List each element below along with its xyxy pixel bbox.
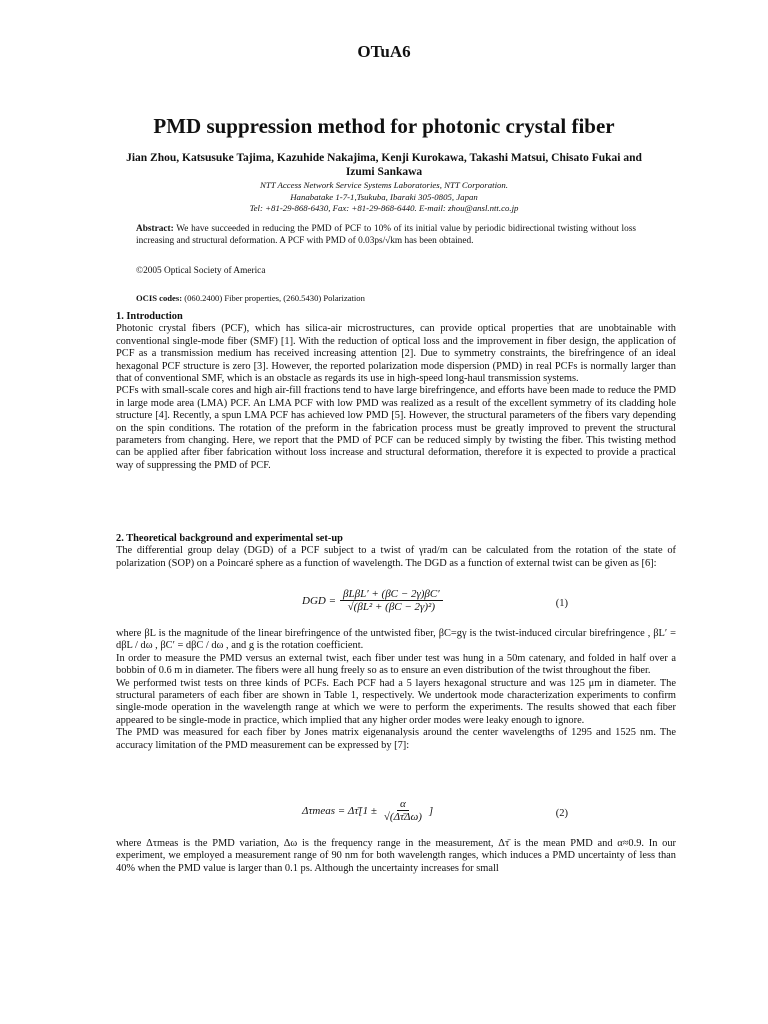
paper-code: OTuA6 — [357, 42, 411, 61]
paragraph: PCFs with small-scale cores and high air-fill fractions tend to have large birefringence, and efforts have been made to reduce the PMD in large mode area (LMA) PCF. An LMA PCF with low PMD was realized as a result of the excellent symmetry of its cladding hole structure [4]. Recently, a spun LMA PCF has achieved low PMD [5]. However, the structural parameters of the fibers vary depending on the spin conditions. The rotation of the preform in the fabrication process must be greatly improved to prevent the structural parameters from changing. Here, we report that the PMD of PCF can be reduced simply by twisting the fiber. This twisting method can be applied after fiber fabrication without loss increase and structural deformation, therefore it is expected to provide a practical way of suppressing the PMD of PCF. — [116, 385, 676, 471]
affiliation-line: Hanabatake 1-7-1,Tsukuba, Ibaraki 305-0805, Japan — [290, 191, 478, 202]
section-theory-final — [116, 838, 676, 875]
affiliation-line: Tel: +81-29-868-6430, Fax: +81-29-868-6440. E-mail: zhou@ansl.ntt.co.jp — [249, 203, 519, 213]
equation-fraction — [381, 798, 425, 823]
equation-number: (1) — [555, 598, 568, 609]
paragraph: The PMD was measured for each fiber by Jones matrix eigenanalysis around the center wavelengths of 1295 and 1525 nm. The accuracy limitation of the PMD measurement can be expressed by [7]: — [116, 727, 676, 751]
copyright: ©2005 Optical Society of America — [136, 266, 266, 276]
section-heading: 1. Introduction — [116, 311, 183, 322]
paragraph: The differential group delay (DGD) of a PCF subject to a twist of γrad/m can be calculated from the rotation of the state of polarization (SOP) on a Poincaré sphere as a function of wavelength. The DGD as a function of external twist can be given as [6]: — [116, 545, 676, 569]
abstract-label: Abstract: — [136, 224, 174, 234]
author-list: Jian Zhou, Katsusuke Tajima, Kazuhide Nakajima, Kenji Kurokawa, Takashi Matsui, Chisato Fukai and Izumi Sankawa — [126, 152, 642, 178]
affiliation — [150, 180, 618, 215]
paragraph: We performed twist tests on three kinds of PCFs. Each PCF had a 5 layers hexagonal structure and was 125 μm in diameter. The structural parameters of each fiber are shown in Table 1, respectively. We undertook mode characterization experiments to confirm single-mode operation in the wavelength range at which we were to perform the experiments. The results showed that each fiber appeared to be single-mode in practice, which implied that any higher order modes were leaky enough to ignore. — [116, 677, 676, 726]
equation-number: (2) — [555, 808, 568, 819]
paper-title: PMD suppression method for photonic crystal fiber — [153, 114, 615, 138]
paragraph: In order to measure the PMD versus an external twist, each fiber under test was hung in a 50m catenary, and folded in half over a bobbin of 0.6 m in diameter. The fibers were all hung freely so as to ensure an even distribution of the twist throughout the fiber. — [116, 652, 676, 677]
ocis-codes — [136, 293, 365, 303]
abstract-text: We have succeeded in reducing the PMD of PCF to 10% of its initial value by periodic bidirectional twisting without loss increasing and structural deformation. A PCF with PMD of 0.03ps/√km has been obtained. — [136, 224, 637, 246]
equation-fraction — [340, 588, 443, 613]
affiliation-line: NTT Access Network Service Systems Laboratories, NTT Corporation. — [259, 180, 509, 190]
equation-rhs: ] — [428, 804, 434, 817]
paragraph: where βL is the magnitude of the linear birefringence of the untwisted fiber, βC=gγ is the twist-induced circular birefringence , βL′ = dβL / dω , βC′ = dβC / dω , and g is the rotation coefficient. — [116, 628, 676, 652]
equation-denominator: √(Δτ̄Δω) — [383, 811, 422, 823]
equation-1 — [116, 588, 676, 624]
equation-lhs: DGD = — [302, 594, 337, 607]
paragraph: where Δτmeas is the PMD variation, Δω is the frequency range in the measurement, Δτ̄ is the mean PMD and α≈0.9. In our experiment, we employed a measurement range of 90 nm for both wavelength ranges, which induces a PMD uncertainty of less than 40% when the PMD value is larger than 0.1 ps. Although the uncertainty increases for small — [116, 838, 676, 874]
section-heading: 2. Theoretical background and experimental set-up — [116, 533, 343, 544]
section-introduction — [116, 311, 676, 472]
ocis-label: OCIS codes: — [136, 293, 183, 303]
equation-numerator: βLβL′ + (βC − 2γ)βC′ — [340, 588, 443, 601]
equation-numerator: α — [397, 798, 409, 811]
section-theory-continued — [116, 628, 676, 752]
paragraph: Photonic crystal fibers (PCF), which has silica-air microstructures, can provide optical properties that are unobtainable with conventional single-mode fiber (SMF) [1]. With the reduction of optical loss and the improvement in fiber design, the application of PCF as a transmission medium has received increasing attention [2]. Due to symmetry constraints, the birefringence of an ideal hexagonal PCF structure is zero [3]. However, the reported polarization mode dispersion (PMD) in real PCFs is normally larger than that of conventional SMF, which is an obstacle as regards its use in high-speed long-haul transmission systems. — [116, 323, 676, 385]
equation-2 — [116, 798, 676, 834]
equation-lhs: Δτmeas = Δτ̄[1 ± — [302, 804, 377, 817]
section-theory — [116, 533, 676, 570]
equation-denominator: √(βL² + (βC − 2γ)²) — [347, 601, 436, 613]
abstract — [136, 224, 636, 247]
ocis-text: (060.2400) Fiber properties, (260.5430) Polarization — [184, 293, 365, 303]
